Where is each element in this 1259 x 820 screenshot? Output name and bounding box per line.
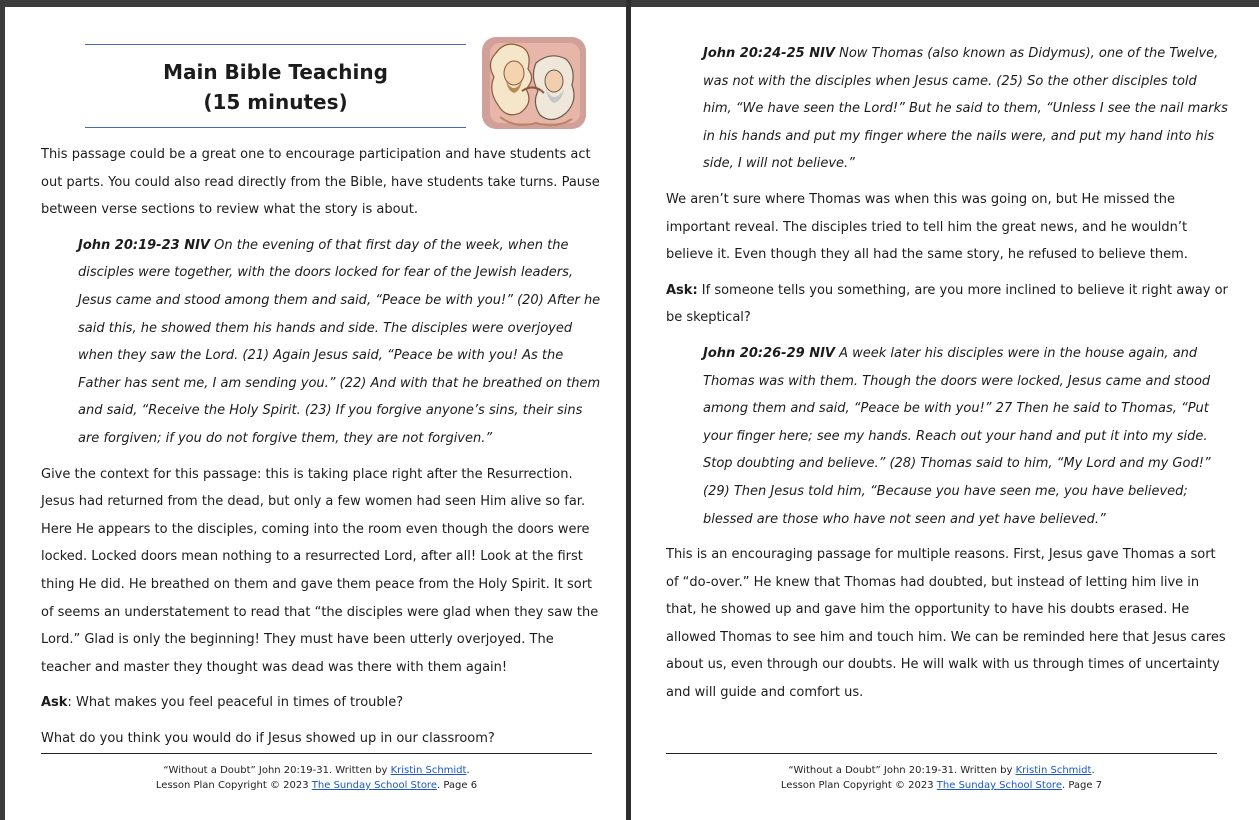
- page-6: [5, 7, 626, 820]
- scripture-reference: John 20:26-29 NIV: [703, 345, 835, 361]
- store-link[interactable]: The Sunday School Store: [311, 780, 437, 791]
- section-title: [85, 44, 466, 128]
- footer-line-1: [666, 763, 1217, 778]
- ask-paragraph: [666, 277, 1228, 332]
- page-footer: [41, 753, 592, 793]
- footer-citation: “Without a Doubt” John 20:19-31. Written by: [163, 765, 391, 776]
- scripture-text: Now Thomas (also known as Didymus), one of the Twelve, was not with the disciples when Jesus came. (25) So the other disciples told him, “We have seen the Lord!” But he said to them, “Unless I see the nail marks in his hands and put my finger where the nails were, and put my hand into his side, I will not believe.”: [703, 46, 1228, 172]
- question-paragraph: What do you think you would do if Jesus showed up in our classroom?: [41, 730, 495, 746]
- ask-text: : What makes you feel peaceful in times of trouble?: [67, 695, 404, 711]
- page-footer: [666, 753, 1217, 793]
- ask-text: If someone tells you something, are you more inclined to believe it right away or be skeptical?: [666, 282, 1228, 326]
- scripture-quote: [78, 232, 601, 453]
- scripture-quote: [703, 340, 1228, 533]
- intro-paragraph: This passage could be a great one to encourage participation and have students act out parts. You could also read directly from the Bible, have students take turns. Pause between verse sections to review what the story is about.: [41, 147, 600, 218]
- encouragement-paragraph: This is an encouraging passage for multiple reasons. First, Jesus gave Thomas a sort of “do-over.” He knew that Thomas had doubted, but instead of letting him live in that, he showed up and gave him the opportunity to have his doubts erased. He allowed Thomas to see him and touch him. We can be reminded here that Jesus cares about us, even through our doubts. He will walk with us through times of uncertainty and will guide and comfort us.: [666, 547, 1226, 701]
- footer-line-1: [41, 763, 592, 778]
- ask-label: Ask: [41, 695, 68, 711]
- jesus-and-thomas-illustration: [476, 33, 591, 137]
- ask-paragraph: [41, 689, 601, 717]
- footer-line-2: [41, 778, 592, 793]
- context-paragraph: Give the context for this passage: this is taking place right after the Resurrection. Jesus had returned from the dead, but only a few women had seen Him alive so far. Here He appears to the disciples, coming into the room even though the doors were locked. Locked doors mean nothing to a resurrected Lord, after all! Look at the first thing He did. He breathed on them and gave them peace from the Holy Spirit. It sort of seems an understatement to read that “the disciples were glad when they saw the Lord.” Glad is only the beginning! They must have been utterly overjoyed. The teacher and master they thought was dead was there with them again!: [41, 466, 599, 675]
- footer-line-2: [666, 778, 1217, 793]
- author-link[interactable]: Kristin Schmidt: [1015, 765, 1092, 776]
- page-6-body: [41, 141, 601, 760]
- footer-copyright: Lesson Plan Copyright © 2023: [155, 780, 312, 791]
- scripture-reference: John 20:19-23 NIV: [78, 237, 210, 253]
- ask-label: Ask:: [666, 282, 698, 298]
- title-line-1: Main Bible Teaching: [163, 60, 388, 84]
- footer-punct: .: [466, 765, 470, 776]
- author-link[interactable]: Kristin Schmidt: [390, 765, 467, 776]
- title-line-2: (15 minutes): [203, 90, 348, 114]
- footer-citation: “Without a Doubt” John 20:19-31. Written by: [788, 765, 1016, 776]
- store-link[interactable]: The Sunday School Store: [936, 780, 1062, 791]
- footer-page-number: . Page 6: [436, 780, 478, 791]
- page-7: [631, 7, 1259, 820]
- scripture-reference: John 20:24-25 NIV: [703, 46, 835, 61]
- footer-page-number: . Page 7: [1061, 780, 1103, 791]
- page-7-body: [666, 40, 1228, 715]
- scripture-text: On the evening of that first day of the week, when the disciples were together, with the doors locked for fear of the Jewish leaders, Jesus came and stood among them and said, “Peace be with you!” (20) After he said this, he showed them his hands and side. The disciples were overjoyed when they saw the Lord. (21) Again Jesus said, “Peace be with you! As the Father has sent me, I am sending you.” (22) And with that he breathed on them and said, “Receive the Holy Spirit. (23) If you forgive anyone’s sins, their sins are forgiven; if you do not forgive them, they are not forgiven.”: [78, 237, 601, 446]
- footer-copyright: Lesson Plan Copyright © 2023: [780, 780, 937, 791]
- footer-punct: .: [1091, 765, 1095, 776]
- commentary-paragraph: We aren’t sure where Thomas was when this was going on, but He missed the important reveal. The disciples tried to tell him the great news, and he wouldn’t believe it. Even though they all had the same story, he refused to believe them.: [666, 191, 1188, 263]
- scripture-quote: [703, 40, 1228, 178]
- scripture-text: A week later his disciples were in the house again, and Thomas was with them. Though the doors were locked, Jesus came and stood among them and said, “Peace be with you!” 27 Then he said to Thomas, “Put your finger here; see my hands. Reach out your hand and put it into my side. Stop doubting and believe.” (28) Thomas said to him, “My Lord and my God!” (29) Then Jesus told him, “Because you have seen me, you have believed; blessed are those who have not seen and yet have believed.”: [703, 345, 1211, 527]
